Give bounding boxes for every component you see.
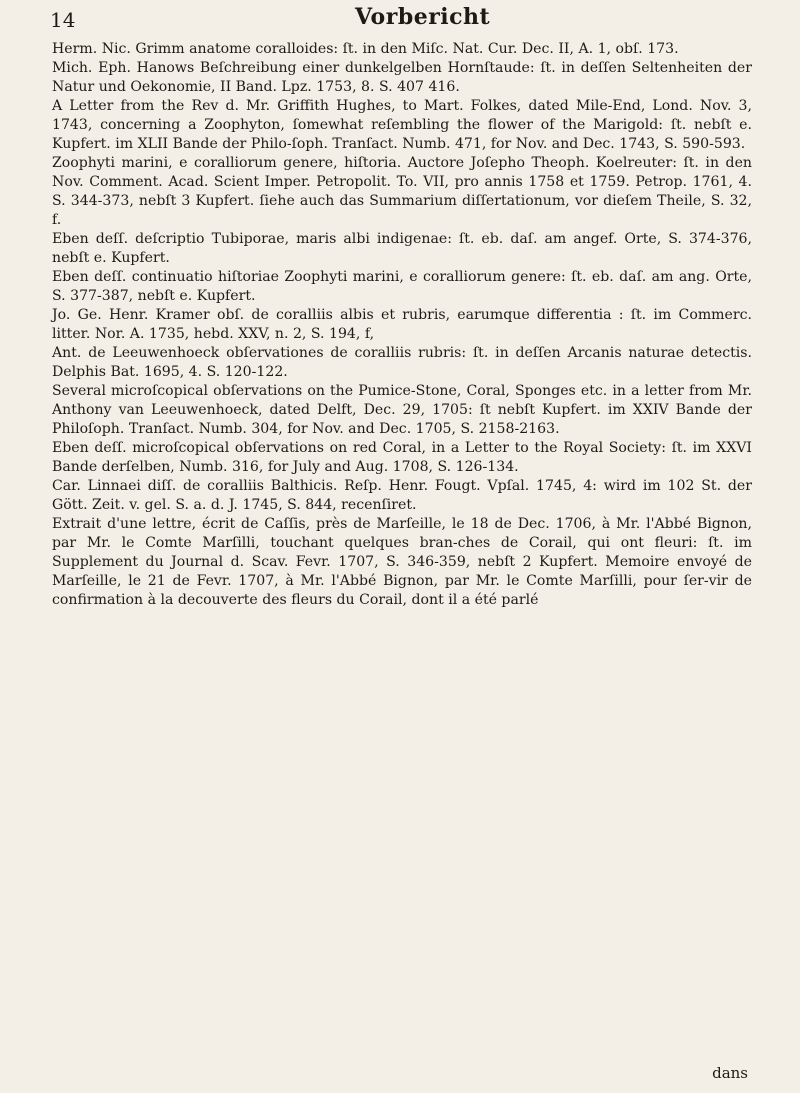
paragraph: Several microſcopical obſervations on the Pumice-Stone, Coral, Sponges etc. in a letter from Mr. Anthony van Leeuwenhoeck, dated Delft, Dec. 29, 1705: ſt nebſt Kupfert. im XXIV Bande der Philoſoph. Tranſact. Numb. 304, for Nov. and Dec. 1705, S. 2158-2163.	[52, 383, 752, 437]
paragraph: Zoophyti marini, e coralliorum genere, hiſtoria. Auctore Joſepho Theoph. Koelreuter: ſt. in den Nov. Comment. Acad. Scient Imper. Petropolit. To. VII, pro annis 1758 et 1759. Petrop. 1761, 4. S. 344-373, nebſt 3 Kupfert. ſiehe auch das Summarium diſſertationum, vor dieſem Theile, S. 32, f.	[52, 155, 752, 228]
paragraph: Jo. Ge. Henr. Kramer obſ. de coralliis albis et rubris, earumque differentia : ſt. im Commerc. litter. Nor. A. 1735, hebd. XXV, n. 2, S. 194, f,	[52, 307, 752, 342]
paragraph: Ant. de Leeuwenhoeck obſervationes de coralliis rubris: ſt. in deſſen Arcanis naturae detectis. Delphis Bat. 1695, 4. S. 120-122.	[52, 345, 752, 380]
paragraph: Extrait d'une lettre, écrit de Caſſis, près de Marſeille, le 18 de Dec. 1706, à Mr. l'Abbé Bignon, par Mr. le Comte Marſilli, touchant quelques bran-ches de Corail, qui ont fleuri: ſt. im Supplement du Journal d. Scav. Fevr. 1707, S. 346-359, nebſt 2 Kupfert. Memoire envoyé de Marſeille, le 21 de Fevr. 1707, à Mr. l'Abbé Bignon, par Mr. le Comte Marſilli, pour ſer-vir de confirmation à la decouverte des fleurs du Corail, dont il a été parlé	[52, 516, 752, 608]
paragraph: Eben deſſ. deſcriptio Tubiporae, maris albi indigenae: ſt. eb. daſ. am angef. Orte, S. 374-376, nebſt e. Kupfert.	[52, 231, 752, 266]
paragraph: Herm. Nic. Grimm anatome coralloides: ſt. in den Miſc. Nat. Cur. Dec. II, A. 1, obſ. 173.	[52, 41, 679, 57]
paragraph: Eben deſſ. microſcopical obſervations on red Coral, in a Letter to the Royal Society: ſt. im XXVI Bande derſelben, Numb. 316, for July and Aug. 1708, S. 126-134.	[52, 440, 752, 475]
running-title: Vorbericht	[355, 4, 491, 30]
page-number: 14	[50, 8, 76, 32]
paragraph: Eben deſſ. continuatio hiſtoriae Zoophyti marini, e coralliorum genere: ſt. eb. daſ. am ang. Orte, S. 377-387, nebſt e. Kupfert.	[52, 269, 752, 304]
paragraph: Mich. Eph. Hanows Beſchreibung einer dunkelgelben Hornſtaude: ſt. in deſſen Seltenheiten der Natur und Oekonomie, II Band. Lpz. 1753, 8. S. 407 416.	[52, 60, 752, 95]
bibliography-text	[52, 40, 752, 610]
paragraph: Car. Linnaei diſſ. de coralliis Balthicis. Reſp. Henr. Fougt. Vpſal. 1745, 4: wird im 102 St. der Gött. Zeit. v. gel. S. a. d. J. 1745, S. 844, recenſiret.	[52, 478, 752, 513]
paragraph: A Letter from the Rev d. Mr. Griffith Hughes, to Mart. Folkes, dated Mile-End, Lond. Nov. 3, 1743, concerning a Zoophyton, ſomewhat reſembling the flower of the Marigold: ſt. nebſt e. Kupfert. im XLII Bande der Philo-ſoph. Tranſact. Numb. 471, for Nov. and Dec. 1743, S. 590-593.	[52, 98, 752, 152]
catchword: dans	[712, 1064, 748, 1082]
